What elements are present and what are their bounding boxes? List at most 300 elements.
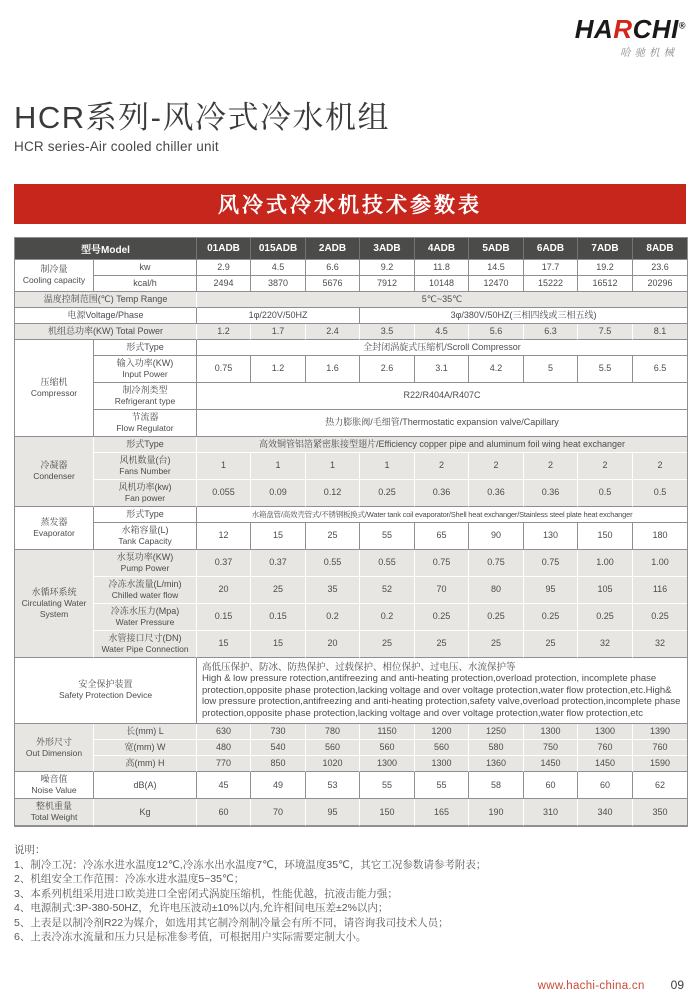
page-footer	[538, 978, 684, 992]
spec-row	[15, 383, 687, 410]
spec-row	[15, 260, 687, 276]
spec-value-cell: 0.55	[306, 550, 360, 577]
model-header-cell: 型号Model	[15, 238, 197, 260]
model-name-cell: 6ADB	[524, 238, 578, 260]
spec-value-cell: 1.7	[251, 324, 306, 340]
spec-row	[15, 799, 687, 826]
note-line: 3、本系列机组采用进口欧美进口全密闭式涡旋压缩机，性能优越，抗液击能力强；	[14, 887, 398, 900]
spec-value-cell: 25	[360, 631, 415, 658]
row-sub-label	[94, 740, 197, 756]
spec-row	[15, 577, 687, 604]
spec-value-cell: 0.36	[415, 480, 469, 507]
brand-part-red: R	[613, 14, 633, 44]
spec-value-cell: 11.8	[415, 260, 469, 276]
spec-value-cell: 4.2	[469, 356, 524, 383]
spec-value-cell: 7.5	[578, 324, 633, 340]
row-sub-label-en: Tank Capacity	[118, 535, 172, 546]
spec-row	[15, 453, 687, 480]
spec-value-cell: 0.55	[360, 550, 415, 577]
row-sub-label-cn: 高(mm) H	[125, 758, 165, 769]
row-sub-label	[94, 604, 197, 631]
spec-value-cell: 780	[306, 724, 360, 740]
page-subtitle: HCR series-Air cooled chiller unit	[14, 138, 219, 154]
spec-value-cell: 1300	[578, 724, 633, 740]
model-name-cell: 015ADB	[251, 238, 306, 260]
spec-value-cell: 45	[197, 772, 251, 799]
row-group-label-cn: 外形尺寸	[35, 736, 72, 747]
row-group-label-cn: 温度控制范围(℃) Temp Range	[43, 293, 168, 304]
spec-value-cell: 53	[306, 772, 360, 799]
spec-row	[15, 410, 687, 437]
spec-span-cell: 水箱盘管/高效壳管式/不锈钢板换式/Water tank coil evaporator/Shell heat exchanger/Stainless steel plate heat exchanger	[197, 507, 687, 523]
spec-value-cell: 7912	[360, 276, 415, 292]
spec-value-cell: 25	[415, 631, 469, 658]
spec-row	[15, 292, 687, 308]
row-group-label-en: Total Weight	[30, 812, 78, 823]
spec-value-cell: 0.5	[633, 480, 687, 507]
spec-value-cell: 2	[469, 453, 524, 480]
row-group-label	[15, 260, 94, 292]
spec-value-cell: 52	[360, 577, 415, 604]
spec-row	[15, 480, 687, 507]
row-sub-label-cn: 形式Type	[126, 508, 164, 519]
row-group-label-en: Evaporator	[33, 527, 75, 538]
model-name-cell: 7ADB	[578, 238, 633, 260]
row-sub-label-cn: 水管接口尺寸(DN)	[108, 632, 182, 643]
row-sub-label-cn: 冷冻水流量(L/min)	[108, 578, 182, 589]
spec-value-cell: 1300	[415, 756, 469, 772]
spec-value-cell: 16512	[578, 276, 633, 292]
brand-part-1: HA	[574, 14, 614, 44]
row-sub-label-en: Chilled water flow	[111, 589, 179, 600]
row-sub-label	[94, 507, 197, 523]
note-line: 1、制冷工况：冷冻水进水温度12℃,冷冻水出水温度7℃，环境温度35℃，其它工况参数请参考附表；	[14, 858, 487, 871]
spec-value-cell: 1450	[524, 756, 578, 772]
spec-value-cell: 1	[360, 453, 415, 480]
spec-span-cell: 3φ/380V/50HZ(三相四线或三相五线)	[360, 308, 687, 324]
row-group-label-cn: 蒸发器	[40, 516, 68, 527]
safety-text-cn: 高低压保护、防冰、防热保护、过载保护、相位保护、过电压、水流保护等	[202, 661, 516, 673]
row-sub-label-cn: 水箱容量(L)	[121, 524, 169, 535]
note-line: 6、上表冷冻水流量和压力只是标准参考值，可根据用户实际需要定制大小。	[14, 931, 367, 944]
website-url: www.hachi-china.cn	[537, 980, 645, 992]
spec-value-cell: 1.6	[306, 356, 360, 383]
spec-value-cell: 3870	[251, 276, 306, 292]
row-sub-label-cn: 长(mm) L	[126, 726, 164, 737]
spec-value-cell: 0.25	[524, 604, 578, 631]
spec-value-cell: 25	[251, 577, 306, 604]
row-sub-label	[94, 260, 197, 276]
spec-value-cell: 2	[633, 453, 687, 480]
spec-value-cell: 2	[578, 453, 633, 480]
model-name-cell: 3ADB	[360, 238, 415, 260]
safety-text-cell	[197, 658, 687, 725]
row-group-label-cn: 水循环系统	[31, 586, 77, 597]
spec-value-cell: 150	[578, 523, 633, 550]
row-group-label-en: Noise Value	[31, 785, 77, 796]
row-group-label-cn: 压缩机	[40, 376, 68, 387]
spec-row	[15, 631, 687, 658]
spec-value-cell: 35	[306, 577, 360, 604]
spec-value-cell: 5.5	[578, 356, 633, 383]
brand-part-2: CHI	[632, 14, 679, 44]
spec-value-cell: 25	[469, 631, 524, 658]
notes-list	[14, 858, 686, 945]
row-sub-label-en: Input Power	[122, 368, 168, 379]
spec-value-cell: 12470	[469, 276, 524, 292]
brand-cn-name: 哈驰机械	[620, 47, 678, 59]
spec-value-cell: 4.5	[251, 260, 306, 276]
model-name-cell: 8ADB	[633, 238, 687, 260]
row-group-label-cn: 噪音值	[40, 774, 68, 785]
spec-value-cell: 0.75	[469, 550, 524, 577]
spec-value-cell: 4.5	[415, 324, 469, 340]
spec-value-cell: 0.25	[633, 604, 687, 631]
spec-value-cell: 1.00	[578, 550, 633, 577]
row-sub-label-cn: dB(A)	[133, 779, 157, 790]
model-name-cell: 2ADB	[306, 238, 360, 260]
spec-value-cell: 2494	[197, 276, 251, 292]
row-sub-label-cn: 制冷剂类型	[122, 384, 168, 395]
spec-value-cell: 0.37	[251, 550, 306, 577]
spec-value-cell: 1200	[415, 724, 469, 740]
spec-value-cell: 70	[251, 799, 306, 826]
spec-value-cell: 0.75	[415, 550, 469, 577]
row-sub-label	[94, 772, 197, 799]
row-group-label-cn: 安全保护装置	[78, 679, 133, 690]
safety-text-en: High & low pressure rotection,antifreezing and anti-heating protection,overload protection, incomplete phase protection,opposite phase protection,lacking voltage and over voltage protection,water flow protection,etc.High& low pressure protection,antifreezing and anti-heating protection,safety valve,overload protection,incomplete phase protection,opposite phase protection,lacking voltage and over voltage protection,water flow protection,etc	[202, 673, 681, 719]
spec-span-cell: 1φ/220V/50HZ	[197, 308, 360, 324]
row-group-label-en: Condenser	[33, 471, 75, 482]
spec-span-cell: 热力膨胀阀/毛细管/Thermostatic expansion valve/Capillary	[197, 410, 687, 437]
spec-value-cell: 630	[197, 724, 251, 740]
row-group-label-cn: 冷凝器	[40, 460, 68, 471]
spec-value-cell: 340	[578, 799, 633, 826]
row-group-label	[15, 308, 197, 324]
spec-row	[15, 308, 687, 324]
row-sub-label	[94, 356, 197, 383]
spec-value-cell: 0.15	[197, 604, 251, 631]
spec-value-cell: 480	[197, 740, 251, 756]
spec-span-cell: 高效铜管铝箔紧密胀接型翅片/Efficiency copper pipe and aluminum foil wing heat exchanger	[197, 437, 687, 453]
row-sub-label	[94, 276, 197, 292]
spec-value-cell: 1020	[306, 756, 360, 772]
spec-value-cell: 2.9	[197, 260, 251, 276]
spec-value-cell: 580	[469, 740, 524, 756]
spec-row	[15, 507, 687, 523]
spec-row	[15, 550, 687, 577]
spec-value-cell: 14.5	[469, 260, 524, 276]
row-group-label	[15, 772, 94, 799]
row-group-label	[15, 507, 94, 550]
spec-row	[15, 437, 687, 453]
notes-heading: 说明：	[14, 844, 46, 857]
spec-value-cell: 560	[306, 740, 360, 756]
row-sub-label	[94, 340, 197, 356]
spec-value-cell: 0.36	[524, 480, 578, 507]
spec-row	[15, 356, 687, 383]
spec-value-cell: 0.25	[469, 604, 524, 631]
row-sub-label-cn: 水泵功率(KW)	[116, 551, 174, 562]
spec-value-cell: 165	[415, 799, 469, 826]
row-sub-label	[94, 756, 197, 772]
spec-value-cell: 9.2	[360, 260, 415, 276]
spec-value-cell: 90	[469, 523, 524, 550]
row-group-label	[15, 724, 94, 772]
row-group-label	[15, 437, 94, 507]
spec-value-cell: 60	[197, 799, 251, 826]
spec-value-cell: 105	[578, 577, 633, 604]
spec-header-row	[15, 238, 687, 260]
row-sub-label	[94, 631, 197, 658]
spec-value-cell: 8.1	[633, 324, 687, 340]
row-group-label-cn: 整机重量	[35, 801, 72, 812]
row-sub-label-cn: 节流器	[131, 411, 159, 422]
row-sub-label-en: Flow Regulator	[116, 422, 174, 433]
row-group-label-en: Compressor	[30, 387, 78, 398]
spec-value-cell: 190	[469, 799, 524, 826]
row-group-label	[15, 292, 197, 308]
row-sub-label-en: Fan power	[124, 492, 166, 503]
row-sub-label-cn: 形式Type	[126, 341, 164, 352]
spec-value-cell: 1300	[360, 756, 415, 772]
spec-value-cell: 1	[251, 453, 306, 480]
spec-value-cell: 1	[306, 453, 360, 480]
spec-row	[15, 324, 687, 340]
title-block	[14, 100, 686, 154]
row-group-label-en: Cooling capacity	[22, 275, 86, 286]
spec-value-cell: 58	[469, 772, 524, 799]
spec-value-cell: 17.7	[524, 260, 578, 276]
row-group-label	[15, 799, 94, 826]
spec-row	[15, 276, 687, 292]
spec-value-cell: 15	[251, 523, 306, 550]
spec-value-cell: 760	[633, 740, 687, 756]
spec-value-cell: 32	[578, 631, 633, 658]
spec-span-cell: 全封闭涡旋式压缩机/Scroll Compressor	[197, 340, 687, 356]
spec-value-cell: 60	[578, 772, 633, 799]
spec-value-cell: 6.5	[633, 356, 687, 383]
spec-value-cell: 180	[633, 523, 687, 550]
spec-value-cell: 0.055	[197, 480, 251, 507]
row-sub-label-cn: 风机功率(kw)	[118, 481, 172, 492]
spec-value-cell: 0.09	[251, 480, 306, 507]
spec-value-cell: 0.25	[578, 604, 633, 631]
spec-value-cell: 95	[306, 799, 360, 826]
spec-value-cell: 23.6	[633, 260, 687, 276]
spec-value-cell: 55	[415, 772, 469, 799]
spec-value-cell: 0.25	[360, 480, 415, 507]
row-sub-label	[94, 577, 197, 604]
spec-row	[15, 523, 687, 550]
spec-row	[15, 724, 687, 740]
section-banner-text: 风冷式冷水机技术参数表	[218, 193, 482, 217]
spec-value-cell: 6.6	[306, 260, 360, 276]
notes-section	[14, 843, 686, 945]
row-sub-label-cn: kw	[139, 261, 151, 272]
row-sub-label-en: Fans Number	[119, 465, 171, 476]
row-group-label	[15, 324, 197, 340]
row-group-label	[15, 658, 197, 725]
spec-value-cell: 770	[197, 756, 251, 772]
spec-value-cell: 116	[633, 577, 687, 604]
spec-value-cell: 5676	[306, 276, 360, 292]
page-title: HCR系列-风冷式冷水机组	[14, 100, 390, 135]
page-number: 09	[670, 978, 684, 992]
spec-value-cell: 20296	[633, 276, 687, 292]
row-sub-label-cn: 宽(mm) W	[124, 742, 166, 753]
spec-value-cell: 750	[524, 740, 578, 756]
spec-row	[15, 604, 687, 631]
spec-value-cell: 95	[524, 577, 578, 604]
spec-value-cell: 560	[415, 740, 469, 756]
spec-value-cell: 12	[197, 523, 251, 550]
spec-table	[14, 237, 688, 828]
note-line: 4、电源制式:3P-380-50HZ，允许电压波动±10%以内,允许相间电压差±2%以内；	[14, 902, 389, 915]
spec-value-cell: 0.5	[578, 480, 633, 507]
spec-value-cell: 1360	[469, 756, 524, 772]
row-group-label-cn: 制冷量	[40, 264, 68, 275]
spec-value-cell: 19.2	[578, 260, 633, 276]
spec-row	[15, 740, 687, 756]
row-sub-label	[94, 437, 197, 453]
row-sub-label	[94, 410, 197, 437]
spec-value-cell: 310	[524, 799, 578, 826]
row-sub-label-cn: Kg	[139, 806, 151, 817]
row-sub-label	[94, 550, 197, 577]
section-banner	[14, 184, 686, 224]
row-group-label-cn: 机组总功率(KW) Total Power	[48, 325, 164, 336]
spec-value-cell: 1	[197, 453, 251, 480]
spec-value-cell: 6.3	[524, 324, 578, 340]
spec-value-cell: 20	[197, 577, 251, 604]
spec-value-cell: 15	[197, 631, 251, 658]
spec-value-cell: 2	[524, 453, 578, 480]
row-sub-label	[94, 453, 197, 480]
spec-value-cell: 0.75	[524, 550, 578, 577]
spec-value-cell: 150	[360, 799, 415, 826]
spec-value-cell: 5	[524, 356, 578, 383]
row-sub-label-cn: 风机数量(台)	[119, 454, 171, 465]
row-group-label-en: Circulating Water System	[21, 597, 87, 619]
row-sub-label-en: Refrigerant type	[114, 395, 176, 406]
spec-table-head	[15, 238, 687, 260]
row-group-label-en: Safety Protection Device	[58, 690, 153, 701]
spec-value-cell: 55	[360, 523, 415, 550]
model-name-cell: 01ADB	[197, 238, 251, 260]
spec-row	[15, 340, 687, 356]
spec-value-cell: 10148	[415, 276, 469, 292]
spec-value-cell: 0.15	[251, 604, 306, 631]
row-sub-label	[94, 724, 197, 740]
spec-value-cell: 55	[360, 772, 415, 799]
model-name-cell: 4ADB	[415, 238, 469, 260]
spec-value-cell: 0.36	[469, 480, 524, 507]
spec-value-cell: 560	[360, 740, 415, 756]
spec-value-cell: 0.25	[415, 604, 469, 631]
model-name-cell: 5ADB	[469, 238, 524, 260]
row-group-label	[15, 550, 94, 658]
row-sub-label-cn: kcal/h	[133, 277, 157, 288]
spec-row	[15, 772, 687, 799]
spec-value-cell: 1300	[524, 724, 578, 740]
spec-value-cell: 15	[251, 631, 306, 658]
spec-value-cell: 60	[524, 772, 578, 799]
spec-value-cell: 1.00	[633, 550, 687, 577]
row-sub-label	[94, 383, 197, 410]
spec-value-cell: 25	[306, 523, 360, 550]
spec-value-cell: 0.12	[306, 480, 360, 507]
registered-trademark-icon: ®	[678, 20, 686, 31]
spec-value-cell: 2	[415, 453, 469, 480]
row-group-label	[15, 340, 94, 437]
brand-logo	[575, 16, 686, 60]
spec-value-cell: 1150	[360, 724, 415, 740]
spec-value-cell: 730	[251, 724, 306, 740]
note-line: 5、上表是以制冷剂R22为媒介，如选用其它制冷剂制冷量会有所不同，请咨询我司技术人员；	[14, 916, 449, 929]
spec-value-cell: 2.6	[360, 356, 415, 383]
spec-value-cell: 62	[633, 772, 687, 799]
row-sub-label-en: Water Pressure	[115, 616, 175, 627]
spec-value-cell: 0.2	[306, 604, 360, 631]
row-sub-label	[94, 480, 197, 507]
spec-value-cell: 540	[251, 740, 306, 756]
note-line: 2、机组安全工作范围：冷冻水进水温度5~35℃；	[14, 873, 245, 886]
spec-value-cell: 3.5	[360, 324, 415, 340]
spec-span-cell: 5℃~35℃	[197, 292, 687, 308]
spec-value-cell: 0.37	[197, 550, 251, 577]
brand-wordmark	[575, 16, 686, 42]
spec-value-cell: 0.2	[360, 604, 415, 631]
spec-value-cell: 350	[633, 799, 687, 826]
spec-value-cell: 5.6	[469, 324, 524, 340]
row-sub-label-en: Water Pipe Connection	[101, 643, 189, 654]
spec-value-cell: 3.1	[415, 356, 469, 383]
spec-value-cell: 65	[415, 523, 469, 550]
spec-value-cell: 130	[524, 523, 578, 550]
spec-value-cell: 1450	[578, 756, 633, 772]
row-sub-label	[94, 799, 197, 826]
spec-value-cell: 760	[578, 740, 633, 756]
spec-value-cell: 49	[251, 772, 306, 799]
row-group-label-cn: 电源Voltage/Phase	[67, 309, 144, 320]
spec-value-cell: 25	[524, 631, 578, 658]
spec-table-body	[15, 260, 687, 827]
spec-span-cell: R22/R404A/R407C	[197, 383, 687, 410]
spec-value-cell: 1.2	[251, 356, 306, 383]
spec-value-cell: 32	[633, 631, 687, 658]
spec-value-cell: 850	[251, 756, 306, 772]
spec-value-cell: 15222	[524, 276, 578, 292]
spec-value-cell: 80	[469, 577, 524, 604]
spec-value-cell: 1250	[469, 724, 524, 740]
row-group-label-en: Out Dimension	[25, 747, 83, 758]
spec-value-cell: 70	[415, 577, 469, 604]
row-sub-label-cn: 形式Type	[126, 438, 164, 449]
spec-row	[15, 658, 687, 725]
row-sub-label-en: Pump Power	[120, 562, 170, 573]
spec-row	[15, 756, 687, 772]
row-sub-label-cn: 冷冻水压力(Mpa)	[110, 605, 180, 616]
row-sub-label	[94, 523, 197, 550]
row-sub-label-cn: 输入功率(KW)	[116, 357, 174, 368]
spec-value-cell: 20	[306, 631, 360, 658]
spec-value-cell: 1590	[633, 756, 687, 772]
spec-value-cell: 2.4	[306, 324, 360, 340]
spec-value-cell: 1390	[633, 724, 687, 740]
spec-value-cell: 1.2	[197, 324, 251, 340]
spec-value-cell: 0.75	[197, 356, 251, 383]
